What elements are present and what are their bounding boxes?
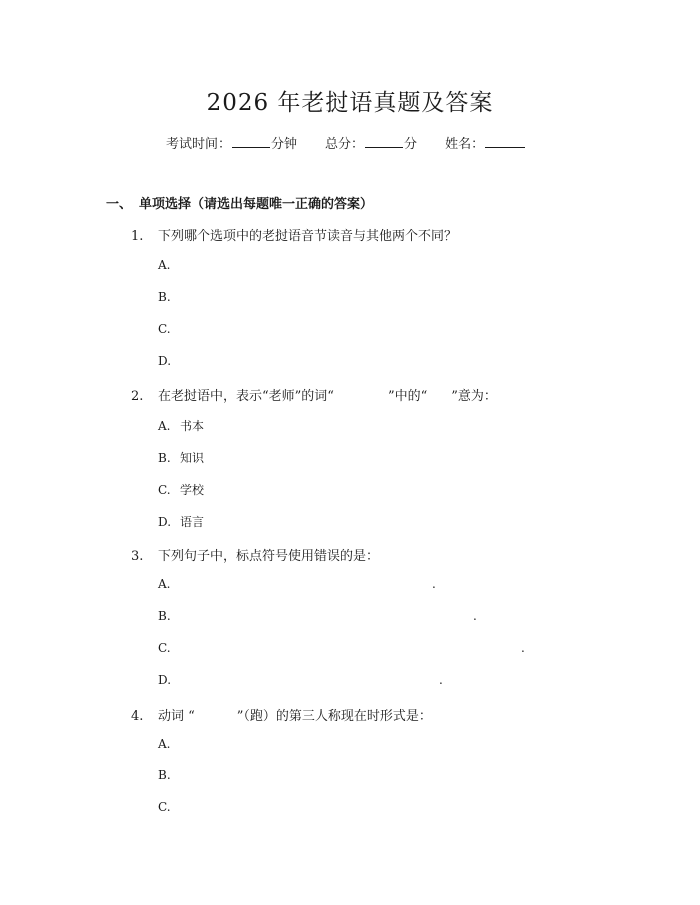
q3-option-d-period: . bbox=[439, 673, 443, 687]
q1-option-d bbox=[158, 354, 180, 368]
time-unit: 分钟 bbox=[271, 137, 298, 152]
question-text-part-a: 动词 “ bbox=[158, 709, 195, 724]
q3-option-c-period: . bbox=[521, 641, 525, 655]
option-text: 语言 bbox=[180, 515, 205, 529]
question-text-part-b: ”中的“ bbox=[387, 389, 428, 404]
time-label: 考试时间： bbox=[166, 137, 232, 152]
option-label: C. bbox=[158, 800, 171, 814]
exam-meta-line bbox=[166, 133, 526, 152]
option-label: A. bbox=[158, 258, 171, 272]
q2-option-d bbox=[158, 513, 204, 530]
question-text-part-a: 在老挝语中，表示“老师”的词“ bbox=[158, 389, 334, 404]
option-label: B. bbox=[158, 290, 171, 304]
question-2 bbox=[131, 385, 497, 404]
page-title: 2026 年老挝语真题及答案 bbox=[206, 90, 494, 116]
q2-option-a bbox=[158, 417, 204, 434]
score-label: 总分： bbox=[325, 137, 365, 152]
section-heading bbox=[106, 193, 373, 212]
q3-option-b-period: . bbox=[473, 609, 477, 623]
name-blank bbox=[485, 136, 525, 148]
option-label: C. bbox=[158, 483, 171, 497]
time-blank bbox=[232, 136, 270, 148]
option-label: C. bbox=[158, 322, 171, 336]
score-blank bbox=[365, 136, 403, 148]
question-text: 下列哪个选项中的老挝语音节读音与其他两个不同？ bbox=[158, 229, 458, 244]
q1-option-b bbox=[158, 290, 180, 304]
question-4 bbox=[131, 705, 432, 724]
question-number: 1. bbox=[131, 229, 144, 244]
option-text: 学校 bbox=[180, 483, 205, 497]
question-text-part-c: ”意为： bbox=[451, 389, 497, 404]
option-label: B. bbox=[158, 768, 171, 782]
option-label: A. bbox=[158, 737, 171, 751]
option-text: 书本 bbox=[180, 419, 205, 433]
option-label: A. bbox=[158, 419, 171, 433]
q1-option-a bbox=[158, 258, 180, 272]
question-number: 4. bbox=[131, 709, 144, 724]
option-label: B. bbox=[158, 609, 171, 623]
q4-option-a bbox=[158, 737, 180, 751]
option-text: 知识 bbox=[180, 451, 205, 465]
q2-option-c bbox=[158, 481, 204, 498]
q4-option-b bbox=[158, 768, 180, 782]
question-number: 2. bbox=[131, 389, 144, 404]
q3-option-d bbox=[158, 673, 180, 687]
score-unit: 分 bbox=[404, 137, 418, 152]
question-text: 下列句子中，标点符号使用错误的是： bbox=[158, 549, 380, 564]
q3-option-a-period: . bbox=[432, 577, 436, 591]
q2-option-b bbox=[158, 449, 204, 466]
question-number: 3. bbox=[131, 549, 144, 564]
section-number: 一、 bbox=[106, 197, 133, 212]
q4-option-c bbox=[158, 800, 180, 814]
option-label: D. bbox=[158, 515, 172, 529]
option-label: A. bbox=[158, 577, 171, 591]
name-label: 姓名： bbox=[445, 137, 485, 152]
section-title: 单项选择（请选出每题唯一正确的答案） bbox=[139, 197, 374, 212]
q3-option-c bbox=[158, 641, 180, 655]
q3-option-b bbox=[158, 609, 180, 623]
q1-option-c bbox=[158, 322, 180, 336]
option-label: B. bbox=[158, 451, 171, 465]
option-label: C. bbox=[158, 641, 171, 655]
q3-option-a bbox=[158, 577, 180, 591]
question-1 bbox=[131, 225, 457, 244]
option-label: D. bbox=[158, 354, 172, 368]
question-3 bbox=[131, 545, 379, 564]
option-label: D. bbox=[158, 673, 172, 687]
question-text-part-b: ”（跑）的第三人称现在时形式是： bbox=[236, 709, 432, 724]
